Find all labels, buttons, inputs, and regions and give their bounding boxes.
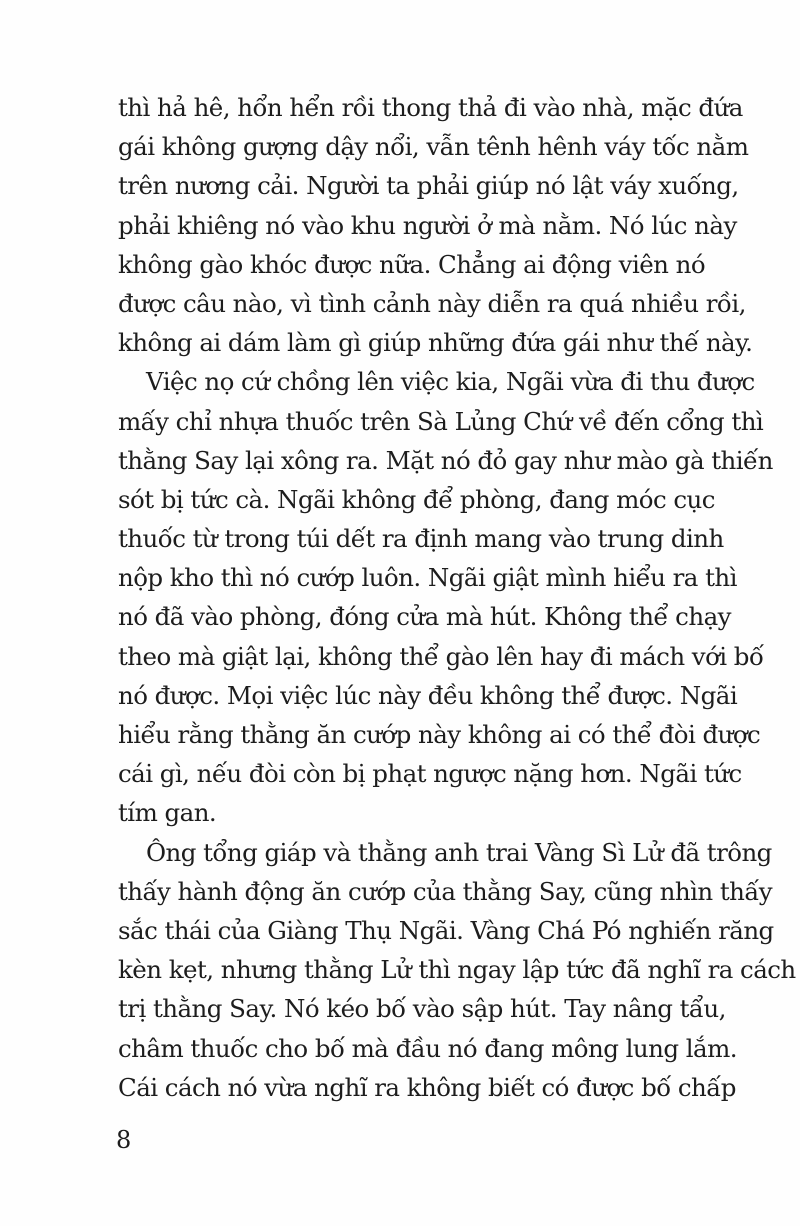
text-line: Ông tổng giáp và thằng anh trai Vàng Sì Lử đã trông <box>146 837 772 867</box>
text-line: được câu nào, vì tình cảnh này diễn ra quá nhiều rồi, <box>118 288 746 318</box>
text-line: trên nương cải. Người ta phải giúp nó lật váy xuống, <box>118 171 739 201</box>
paragraph <box>118 833 796 1107</box>
text-line: thì hả hê, hổn hển rồi thong thả đi vào nhà, mặc đứa <box>118 93 743 122</box>
text-line: sót bị tức cà. Ngãi không để phòng, đang móc cục <box>118 484 715 514</box>
page-number: 8 <box>116 1126 132 1154</box>
text-line: cái gì, nếu đòi còn bị phạt ngược nặng hơn. Ngãi tức <box>118 759 742 789</box>
text-line: gái không gượng dậy nổi, vẫn tênh hênh váy tốc nằm <box>118 132 749 162</box>
text-line: thuốc từ trong túi dết ra định mang vào trung dinh <box>118 524 724 554</box>
text-line: theo mà giật lại, không thể gào lên hay đi mách với bố <box>118 641 764 671</box>
text-line: thấy hành động ăn cướp của thằng Say, cũng nhìn thấy <box>118 876 773 906</box>
text-line: Cái cách nó vừa nghĩ ra không biết có được bố chấp <box>118 1072 736 1102</box>
text-line: trị thằng Say. Nó kéo bố vào sập hút. Tay nâng tẩu, <box>118 994 726 1024</box>
text-line: phải khiêng nó vào khu người ở mà nằm. Nó lúc này <box>118 210 737 240</box>
text-line: sắc thái của Giàng Thụ Ngãi. Vàng Chá Pó nghiến răng <box>118 915 774 945</box>
text-line: kèn kẹt, nhưng thằng Lử thì ngay lập tức đã nghĩ ra cách <box>118 955 796 985</box>
text-line: nó đã vào phòng, đóng cửa mà hút. Không thể chạy <box>118 602 731 632</box>
text-line: không gào khóc được nữa. Chẳng ai động viên nó <box>118 249 706 279</box>
body-text <box>118 88 796 1107</box>
text-line: mấy chỉ nhựa thuốc trên Sà Lủng Chứ về đến cổng thì <box>118 406 764 436</box>
text-line: nộp kho thì nó cướp luôn. Ngãi giật mình hiểu ra thì <box>118 563 737 593</box>
paragraph <box>118 88 753 362</box>
paragraph <box>118 362 773 832</box>
text-line: nó được. Mọi việc lúc này đều không thể được. Ngãi <box>118 680 738 710</box>
text-line: Việc nọ cứ chồng lên việc kia, Ngãi vừa đi thu được <box>146 367 755 397</box>
text-line: không ai dám làm gì giúp những đứa gái như thế này. <box>118 328 753 358</box>
text-line: hiểu rằng thằng ăn cướp này không ai có thể đòi được <box>118 720 761 749</box>
text-line: châm thuốc cho bố mà đầu nó đang mông lung lắm. <box>118 1033 737 1063</box>
text-line: thằng Say lại xông ra. Mặt nó đỏ gay như mào gà thiến <box>118 445 773 475</box>
text-line: tím gan. <box>118 798 217 828</box>
